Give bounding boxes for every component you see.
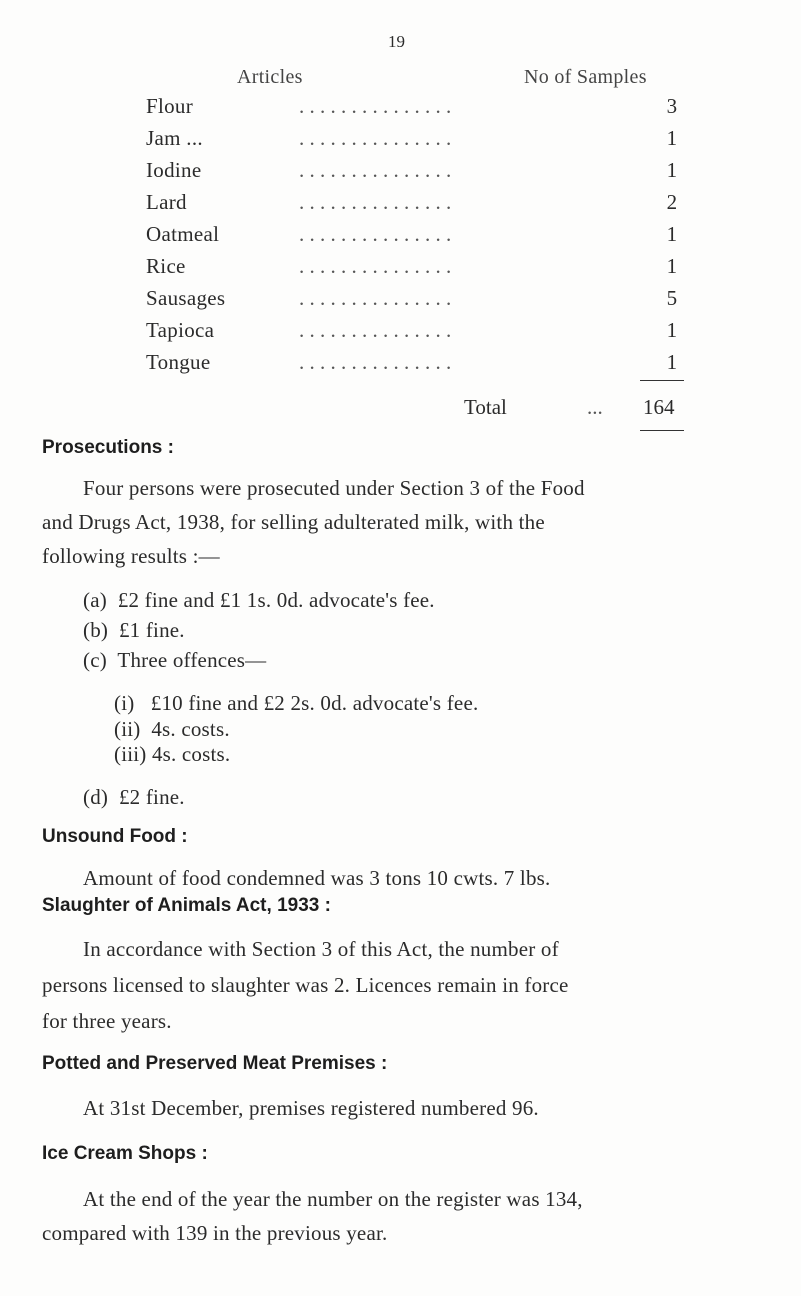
sample-count: 1 bbox=[666, 126, 678, 150]
sample-count: 1 bbox=[666, 222, 678, 246]
table-row bbox=[146, 222, 682, 252]
leader-dots: . . . . . . . . . . . . . . . bbox=[299, 254, 452, 278]
prosecutions-line-2: and Drugs Act, 1938, for selling adulterated milk, with the bbox=[42, 510, 545, 534]
potted-meat-text: At 31st December, premises registered numbered 96. bbox=[83, 1096, 539, 1120]
unsound-food-heading: Unsound Food : bbox=[42, 826, 188, 847]
sample-count: 5 bbox=[666, 286, 678, 310]
sample-count: 1 bbox=[666, 254, 678, 278]
total-dots: ... bbox=[587, 395, 603, 419]
article-name: Tapioca bbox=[146, 318, 215, 342]
result-c: (c) Three offences— bbox=[83, 648, 267, 672]
total-label: Total bbox=[464, 395, 507, 419]
leader-dots: . . . . . . . . . . . . . . . bbox=[299, 318, 452, 342]
page-number: 19 bbox=[388, 32, 405, 51]
article-name: Tongue bbox=[146, 350, 211, 374]
table-row bbox=[146, 190, 682, 220]
slaughter-line-1: In accordance with Section 3 of this Act, the number of bbox=[83, 937, 559, 961]
result-a: (a) £2 fine and £1 1s. 0d. advocate's fee. bbox=[83, 588, 435, 612]
slaughter-line-3: for three years. bbox=[42, 1009, 172, 1033]
article-name: Jam ... bbox=[146, 126, 203, 150]
result-d: (d) £2 fine. bbox=[83, 785, 185, 809]
sample-count: 1 bbox=[666, 158, 678, 182]
table-row bbox=[146, 94, 682, 124]
leader-dots: . . . . . . . . . . . . . . . bbox=[299, 126, 452, 150]
sample-count: 1 bbox=[666, 350, 678, 374]
leader-dots: . . . . . . . . . . . . . . . bbox=[299, 286, 452, 310]
column-header-samples: No of Samples bbox=[524, 66, 647, 88]
table-row bbox=[146, 286, 682, 316]
slaughter-heading: Slaughter of Animals Act, 1933 : bbox=[42, 895, 331, 916]
ice-cream-line-1: At the end of the year the number on the register was 134, bbox=[83, 1187, 583, 1211]
article-name: Oatmeal bbox=[146, 222, 220, 246]
result-c-ii: (ii) 4s. costs. bbox=[114, 717, 230, 741]
result-b: (b) £1 fine. bbox=[83, 618, 185, 642]
total-rule-bottom bbox=[640, 430, 684, 431]
leader-dots: . . . . . . . . . . . . . . . bbox=[299, 158, 452, 182]
leader-dots: . . . . . . . . . . . . . . . bbox=[299, 94, 452, 118]
column-header-articles: Articles bbox=[237, 66, 303, 88]
article-name: Sausages bbox=[146, 286, 226, 310]
sample-count: 3 bbox=[666, 94, 678, 118]
result-c-i: (i) £10 fine and £2 2s. 0d. advocate's fee. bbox=[114, 691, 479, 715]
table-row bbox=[146, 158, 682, 188]
potted-meat-heading: Potted and Preserved Meat Premises : bbox=[42, 1053, 388, 1074]
table-row bbox=[146, 126, 682, 156]
unsound-food-text: Amount of food condemned was 3 tons 10 cwts. 7 lbs. bbox=[83, 866, 551, 890]
article-name: Rice bbox=[146, 254, 186, 278]
ice-cream-heading: Ice Cream Shops : bbox=[42, 1143, 208, 1164]
ice-cream-line-2: compared with 139 in the previous year. bbox=[42, 1221, 388, 1245]
article-name: Flour bbox=[146, 94, 194, 118]
total-rule-top bbox=[640, 380, 684, 381]
table-row bbox=[146, 350, 682, 380]
leader-dots: . . . . . . . . . . . . . . . bbox=[299, 350, 452, 374]
sample-count: 2 bbox=[666, 190, 678, 214]
prosecutions-line-3: following results :— bbox=[42, 544, 220, 568]
total-value: 164 bbox=[643, 395, 675, 419]
table-row bbox=[146, 318, 682, 348]
leader-dots: . . . . . . . . . . . . . . . bbox=[299, 222, 452, 246]
article-name: Iodine bbox=[146, 158, 202, 182]
article-name: Lard bbox=[146, 190, 187, 214]
prosecutions-heading: Prosecutions : bbox=[42, 437, 174, 458]
table-row bbox=[146, 254, 682, 284]
prosecutions-line-1: Four persons were prosecuted under Section 3 of the Food bbox=[83, 476, 585, 500]
result-c-iii: (iii) 4s. costs. bbox=[114, 742, 231, 766]
slaughter-line-2: persons licensed to slaughter was 2. Licences remain in force bbox=[42, 973, 569, 997]
sample-count: 1 bbox=[666, 318, 678, 342]
leader-dots: . . . . . . . . . . . . . . . bbox=[299, 190, 452, 214]
